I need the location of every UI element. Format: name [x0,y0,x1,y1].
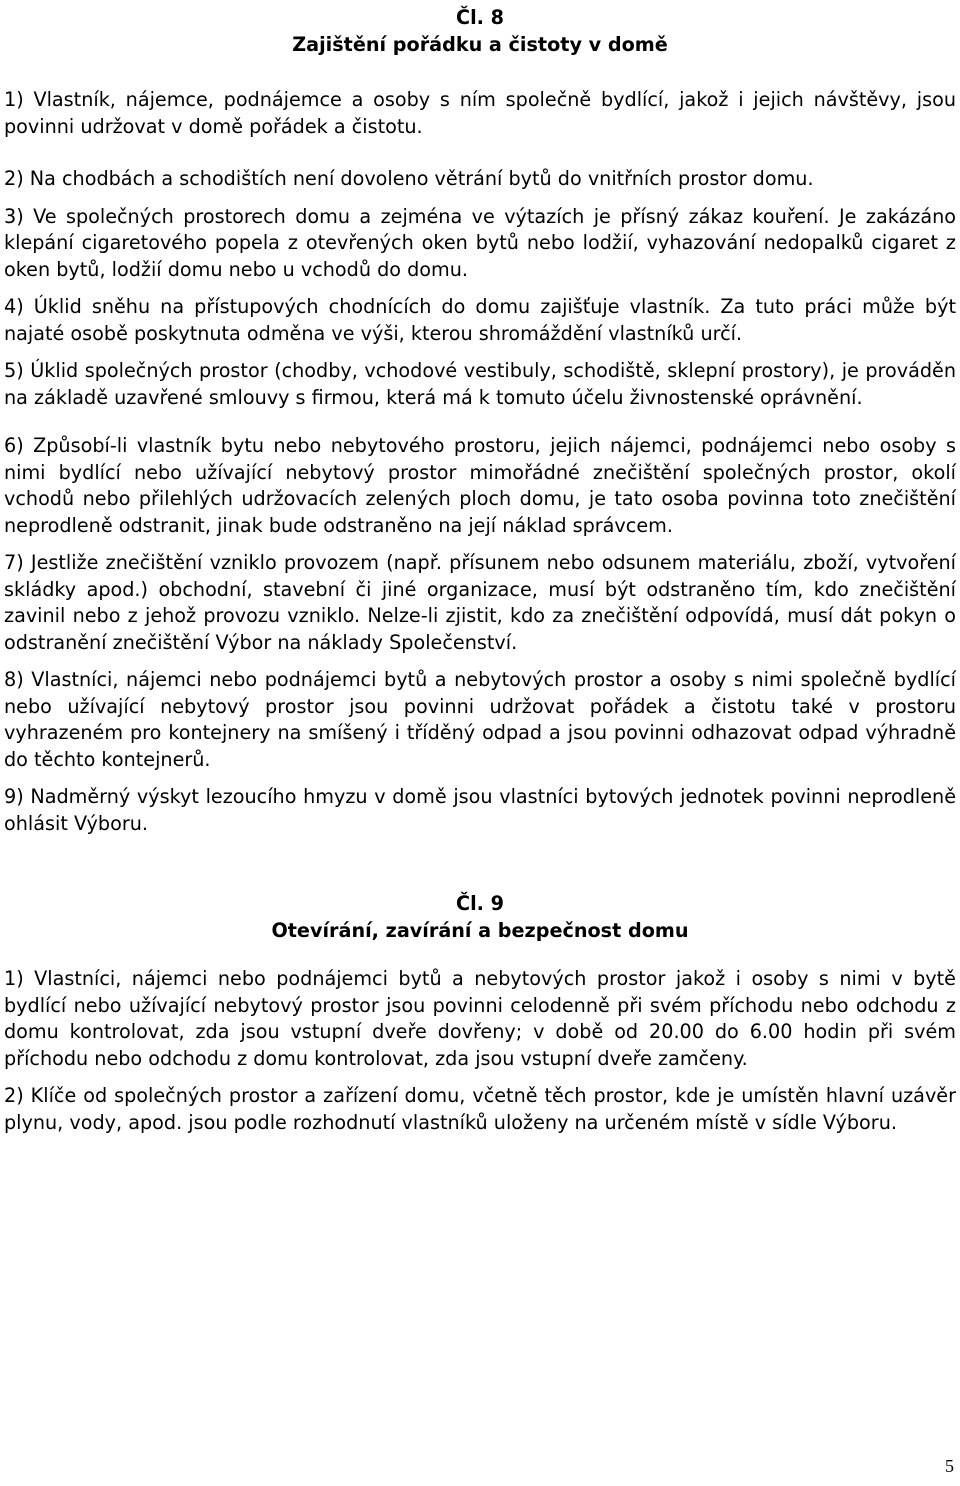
article-9-paragraph-2: 2) Klíče od společných prostor a zařízení domu, včetně těch prostor, kde je umístěn hlavní uzávěr plynu, vody, apod. jsou podle rozhodnutí vlastníků uloženy na určeném místě v sídle Výboru. [4,1084,956,1134]
article-8-paragraph-1: 1) Vlastník, nájemce, podnájemce a osoby s ním společně bydlící, jakož i jejich návštěvy, jsou povinni udržovat v domě pořádek a čistotu. [4,88,956,138]
article-8-paragraph-9: 9) Nadměrný výskyt lezoucího hmyzu v domě jsou vlastníci bytových jednotek povinni neprodleně ohlásit Výboru. [4,785,956,835]
article-9-number: Čl. 9 [456,892,504,915]
article-8-paragraph-6: 6) Způsobí-li vlastník bytu nebo nebytového prostoru, jejich nájemci, podnájemci nebo osoby s nimi bydlící nebo užívající nebytový prostor mimořádné znečištění společných prostor, okolí vchodů nebo přilehlých udržovacích zelených ploch domu, je tato osoba povinna toto znečištění neprodleně odstranit, jinak bude odstraněno na její náklad správcem. [4,434,956,537]
article-9-paragraph-1: 1) Vlastníci, nájemci nebo podnájemci bytů a nebytových prostor jakož i osoby s nimi v bytě bydlící nebo užívající nebytový prostor jsou povinni celodenně při svém příchodu nebo odchodu z domu kontrolovat, zda jsou vstupní dveře dovřeny; v době od 20.00 do 6.00 hodin při svém příchodu nebo odchodu z domu kontrolovat, zda jsou vstupní dveře zamčeny. [4,967,956,1070]
article-8-paragraph-2: 2) Na chodbách a schodištích není dovoleno větrání bytů do vnitřních prostor domu. [4,167,814,190]
article-8-paragraph-5: 5) Úklid společných prostor (chodby, vchodové vestibuly, schodiště, sklepní prostory), je prováděn na základě uzavřené smlouvy s firmou, která má k tomuto účelu živnostenské oprávnění. [4,359,956,409]
article-9-title: Otevírání, zavírání a bezpečnost domu [271,919,689,942]
article-8-paragraph-4: 4) Úklid sněhu na přístupových chodnících do domu zajišťuje vlastník. Za tuto práci může být najaté osobě poskytnuta odměna ve výši, kterou shromáždění vlastníků určí. [4,295,956,345]
article-8-paragraph-3: 3) Ve společných prostorech domu a zejména ve výtazích je přísný zákaz kouření. Je zakázáno klepání cigaretového popela z otevřených oken bytů nebo lodžií, vyhazování nedopalků cigaret z oken bytů, lodžií domu nebo u vchodů do domu. [4,204,956,281]
article-8-paragraph-7: 7) Jestliže znečištění vzniklo provozem (např. přísunem nebo odsunem materiálu, zboží, vytvoření skládky apod.) obchodní, stavební či jiné organizace, musí být odstraněno tím, kdo znečištění zavinil nebo z jehož provozu vzniklo. Nelze-li zjistit, kdo za znečištění odpovídá, musí dát pokyn o odstranění znečištění Výbor na náklady Společenství. [4,551,956,654]
document-page [4,0,956,1136]
article-8-number: Čl. 8 [456,6,504,29]
article-9 [4,890,956,1136]
article-8-title: Zajištění pořádku a čistoty v domě [292,33,668,56]
article-8 [4,0,956,837]
article-8-paragraph-8: 8) Vlastníci, nájemci nebo podnájemci bytů a nebytových prostor a osoby s nimi společně bydlící nebo užívající nebytový prostor jsou povinni udržovat pořádek a čistotu také v prostoru vyhrazeném pro kontejnery na smíšený i tříděný odpad a jsou povinni odhazovat odpad výhradně do těchto kontejnerů. [4,668,956,771]
page-number: 5 [945,1456,954,1476]
